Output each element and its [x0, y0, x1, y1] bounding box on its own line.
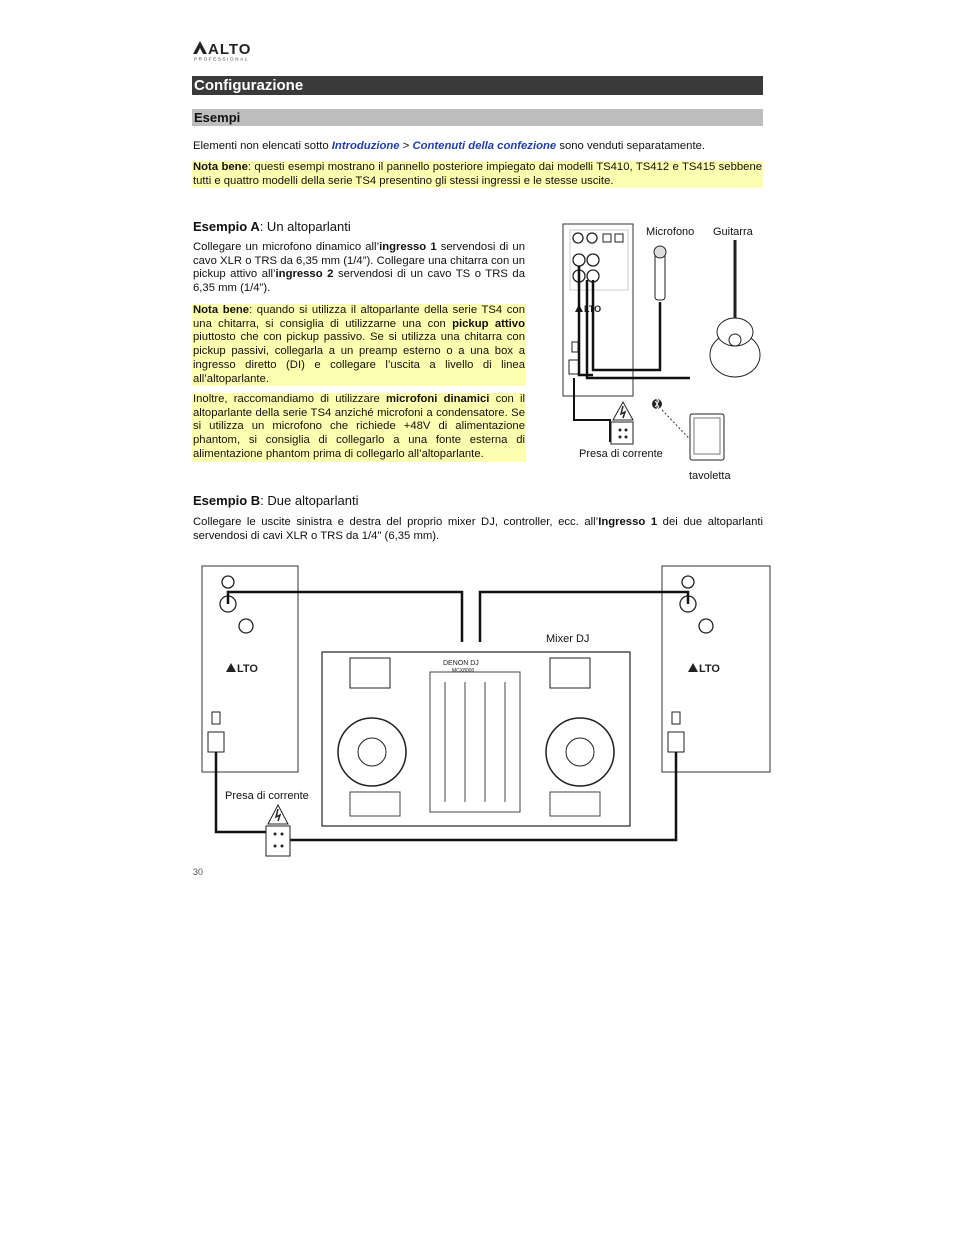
svg-text:LTO: LTO: [584, 304, 602, 314]
mixer-brand-text: DENON DJ: [443, 660, 479, 667]
diagram-two-speakers: [200, 562, 780, 862]
warning-icon: [268, 805, 288, 824]
label-microfono: Microfono: [646, 226, 695, 238]
link-introduzione[interactable]: Introduzione: [331, 140, 400, 152]
label-presa-corrente-a: Presa di corrente: [579, 448, 663, 460]
diagram-one-speaker: [555, 220, 765, 485]
warning-icon: [613, 402, 633, 420]
page-number: 30: [193, 867, 204, 877]
note-general: Nota bene: questi esempi mostrano il pannello posteriore impiegato dai modelli TS410, TS412 e TS415 sebbene tutti e quattro modelli della serie TS4 presentino gli stessi ingressi e le stesse uscite.: [193, 161, 763, 187]
example-a-note: Nota bene: quando si utilizza il altoparlante della serie TS4 con una chitarra, si consiglia di utilizzarne una con pickup attivo piuttosto che con pickup passivo. Se si utilizza una chitarra con pickup passivi, collegarla a un preamp esterno o a una box a ingresso diretto (DI) e collegare l’uscita a livello di linea all’altoparlante.: [193, 304, 525, 385]
bluetooth-icon: [652, 399, 662, 409]
label-guitarra: Guitarra: [713, 226, 753, 238]
label-tavoletta: tavoletta: [689, 470, 731, 482]
example-a-paragraph: Collegare un microfono dinamico all’ingresso 1 servendosi di un cavo XLR o TRS da 6,35 mm (1/4”). Collegare una chitarra con un pickup attivo all’ingresso 2 servendosi di un cavo TS o TRS da 6,35 mm (1/4”).: [193, 241, 526, 295]
logo-subline: PROFESSIONAL: [194, 56, 249, 62]
mixer-model-text: MCX8000: [452, 668, 475, 674]
label-presa-corrente-b: Presa di corrente: [225, 790, 309, 802]
subsection-title: Esempi: [192, 109, 763, 126]
example-a-title: Esempio A: Un altoparlanti: [193, 219, 351, 234]
svg-text:LTO: LTO: [237, 663, 258, 675]
section-title: Configurazione: [192, 76, 763, 95]
label-mixer-dj: Mixer DJ: [546, 633, 590, 645]
alto-logo: [193, 40, 259, 62]
link-contenuti[interactable]: Contenuti della confezione: [412, 140, 557, 152]
intro-paragraph: Elementi non elencati sotto Introduzione > Contenuti della confezione sono venduti separatamente.: [193, 140, 706, 152]
example-b-title: Esempio B: Due altoparlanti: [193, 493, 359, 508]
example-b-paragraph: Collegare le uscite sinistra e destra del proprio mixer DJ, controller, ecc. all’Ingresso 1 dei due altoparlanti servendosi di cavi XLR o TRS da 1/4" (6,35 mm).: [193, 516, 764, 542]
example-a-mic-note: Inoltre, raccomandiamo di utilizzare microfoni dinamici con il altoparlante della serie TS4 anziché microfoni a condensatore. Se si utilizza un microfono che richiede +48V di alimentazione phantom, si consiglia di collegarlo a una fonte esterna di alimentazione phantom prima di collegarlo all’altoparlante.: [193, 393, 525, 460]
diagram-two-speakers-art: [200, 562, 780, 862]
svg-text:LTO: LTO: [699, 663, 720, 675]
logo-wordmark: ALTO: [208, 41, 252, 58]
diagram-one-speaker-art: [555, 220, 765, 485]
